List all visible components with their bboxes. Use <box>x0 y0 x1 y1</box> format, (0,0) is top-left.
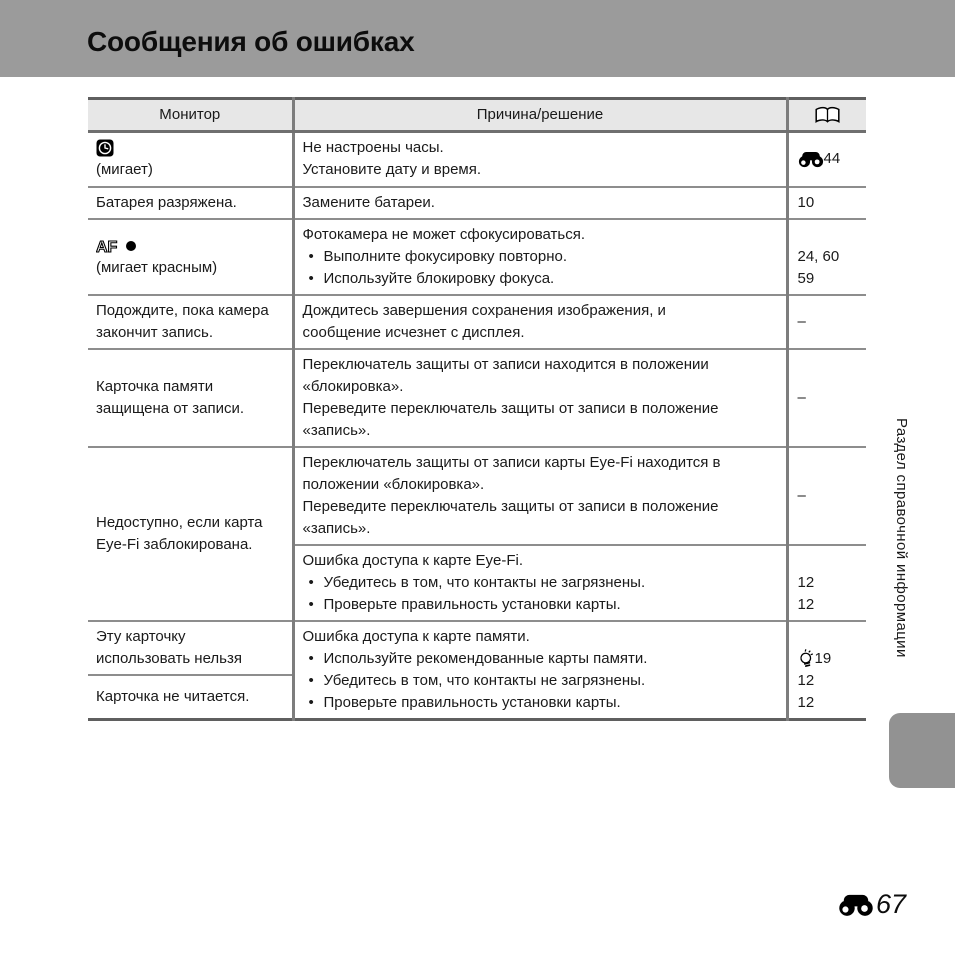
footer-page-number <box>838 889 906 920</box>
af-focus-dot-icon <box>126 241 136 251</box>
cause-cell: Переключатель защиты от записи находится в положении «блокировка». Переведите переключатель защиты от записи в положение «запись». <box>293 349 787 447</box>
monitor-cell: Батарея разряжена. <box>88 187 293 219</box>
page-ref-cell <box>787 187 866 219</box>
cause-cell: Дождитесь завершения сохранения изображения, и сообщение исчезнет с дисплея. <box>293 295 787 349</box>
page-ref-cell <box>787 219 866 295</box>
page-number: 12 <box>797 595 815 613</box>
af-indicator-icon <box>96 237 123 255</box>
column-header-cause: Причина/решение <box>293 99 787 132</box>
monitor-cell: Карточка памяти защищена от записи. <box>88 349 293 447</box>
monitor-cell-af <box>88 219 293 295</box>
table-row <box>88 187 866 219</box>
page-number: 12 <box>797 671 815 689</box>
table-row <box>88 621 866 675</box>
cause-cell: Ошибка доступа к карте памяти. • Используйте рекомендованные карты памяти. • Убедитесь в том, что контакты не загрязнены. • Проверьте правильность установки карты. <box>293 621 787 720</box>
page-number: 44 <box>823 150 841 168</box>
page-ref-cell <box>787 132 866 187</box>
page-number: 24, 60 <box>797 247 840 265</box>
page-number: 67 <box>876 889 907 919</box>
table-header-row <box>88 99 866 132</box>
lamp-tips-icon <box>798 649 815 669</box>
cause-cell: Не настроены часы. Установите дату и время. <box>293 132 787 187</box>
page-number: – <box>797 388 806 406</box>
table-row <box>88 349 866 447</box>
clock-icon <box>96 139 114 157</box>
page-ref-cell <box>787 295 866 349</box>
monitor-cell: Подождите, пока камера закончит запись. <box>88 295 293 349</box>
table-row <box>88 447 866 545</box>
page-number: 59 <box>797 269 815 287</box>
table-row <box>88 132 866 187</box>
page-number: 12 <box>797 573 815 591</box>
cause-cell: Ошибка доступа к карте Eye-Fi. • Убедитесь в том, что контакты не загрязнены. • Проверьте правильность установки карты. <box>293 545 787 621</box>
page-ref-cell <box>787 349 866 447</box>
page-number: 12 <box>797 693 815 711</box>
page-ref-cell <box>787 545 866 621</box>
monitor-note: (мигает) <box>96 161 153 179</box>
monitor-cell-card-b: Карточка не читается. <box>88 675 293 719</box>
page-ref-cell <box>787 621 866 720</box>
section-tab <box>889 713 955 788</box>
section-sidebar-label: Раздел справочной информации <box>893 418 910 658</box>
reference-binoculars-icon <box>798 150 824 168</box>
page-header-band <box>0 0 955 77</box>
cause-cell: Замените батареи. <box>293 187 787 219</box>
page-title: Сообщения об ошибках <box>87 25 415 57</box>
column-header-monitor: Монитор <box>88 99 293 132</box>
column-header-page <box>787 99 866 132</box>
open-book-icon <box>814 106 841 124</box>
table-row <box>88 295 866 349</box>
table-row <box>88 219 866 295</box>
cause-cell: Фотокамера не может сфокусироваться. • Выполните фокусировку повторно. • Используйте блокировку фокуса. <box>293 219 787 295</box>
page-number: 19 <box>814 649 832 667</box>
svg-text:AF: AF <box>96 238 118 255</box>
monitor-cell-clock <box>88 132 293 187</box>
cause-cell: Переключатель защиты от записи карты Eye-Fi находится в положении «блокировка». Переведите переключатель защиты от записи в положение «запись». <box>293 447 787 545</box>
monitor-cell-eyefi: Недоступно, если карта Eye-Fi заблокирована. <box>88 447 293 621</box>
monitor-note: (мигает красным) <box>96 258 218 276</box>
monitor-cell-card-a: Эту карточку использовать нельзя <box>88 621 293 675</box>
reference-binoculars-icon <box>838 892 874 917</box>
page-number: – <box>797 312 806 330</box>
error-message-table <box>88 97 866 721</box>
page-number: – <box>797 486 806 504</box>
page-ref-cell <box>787 447 866 545</box>
page-number: 10 <box>797 193 815 211</box>
